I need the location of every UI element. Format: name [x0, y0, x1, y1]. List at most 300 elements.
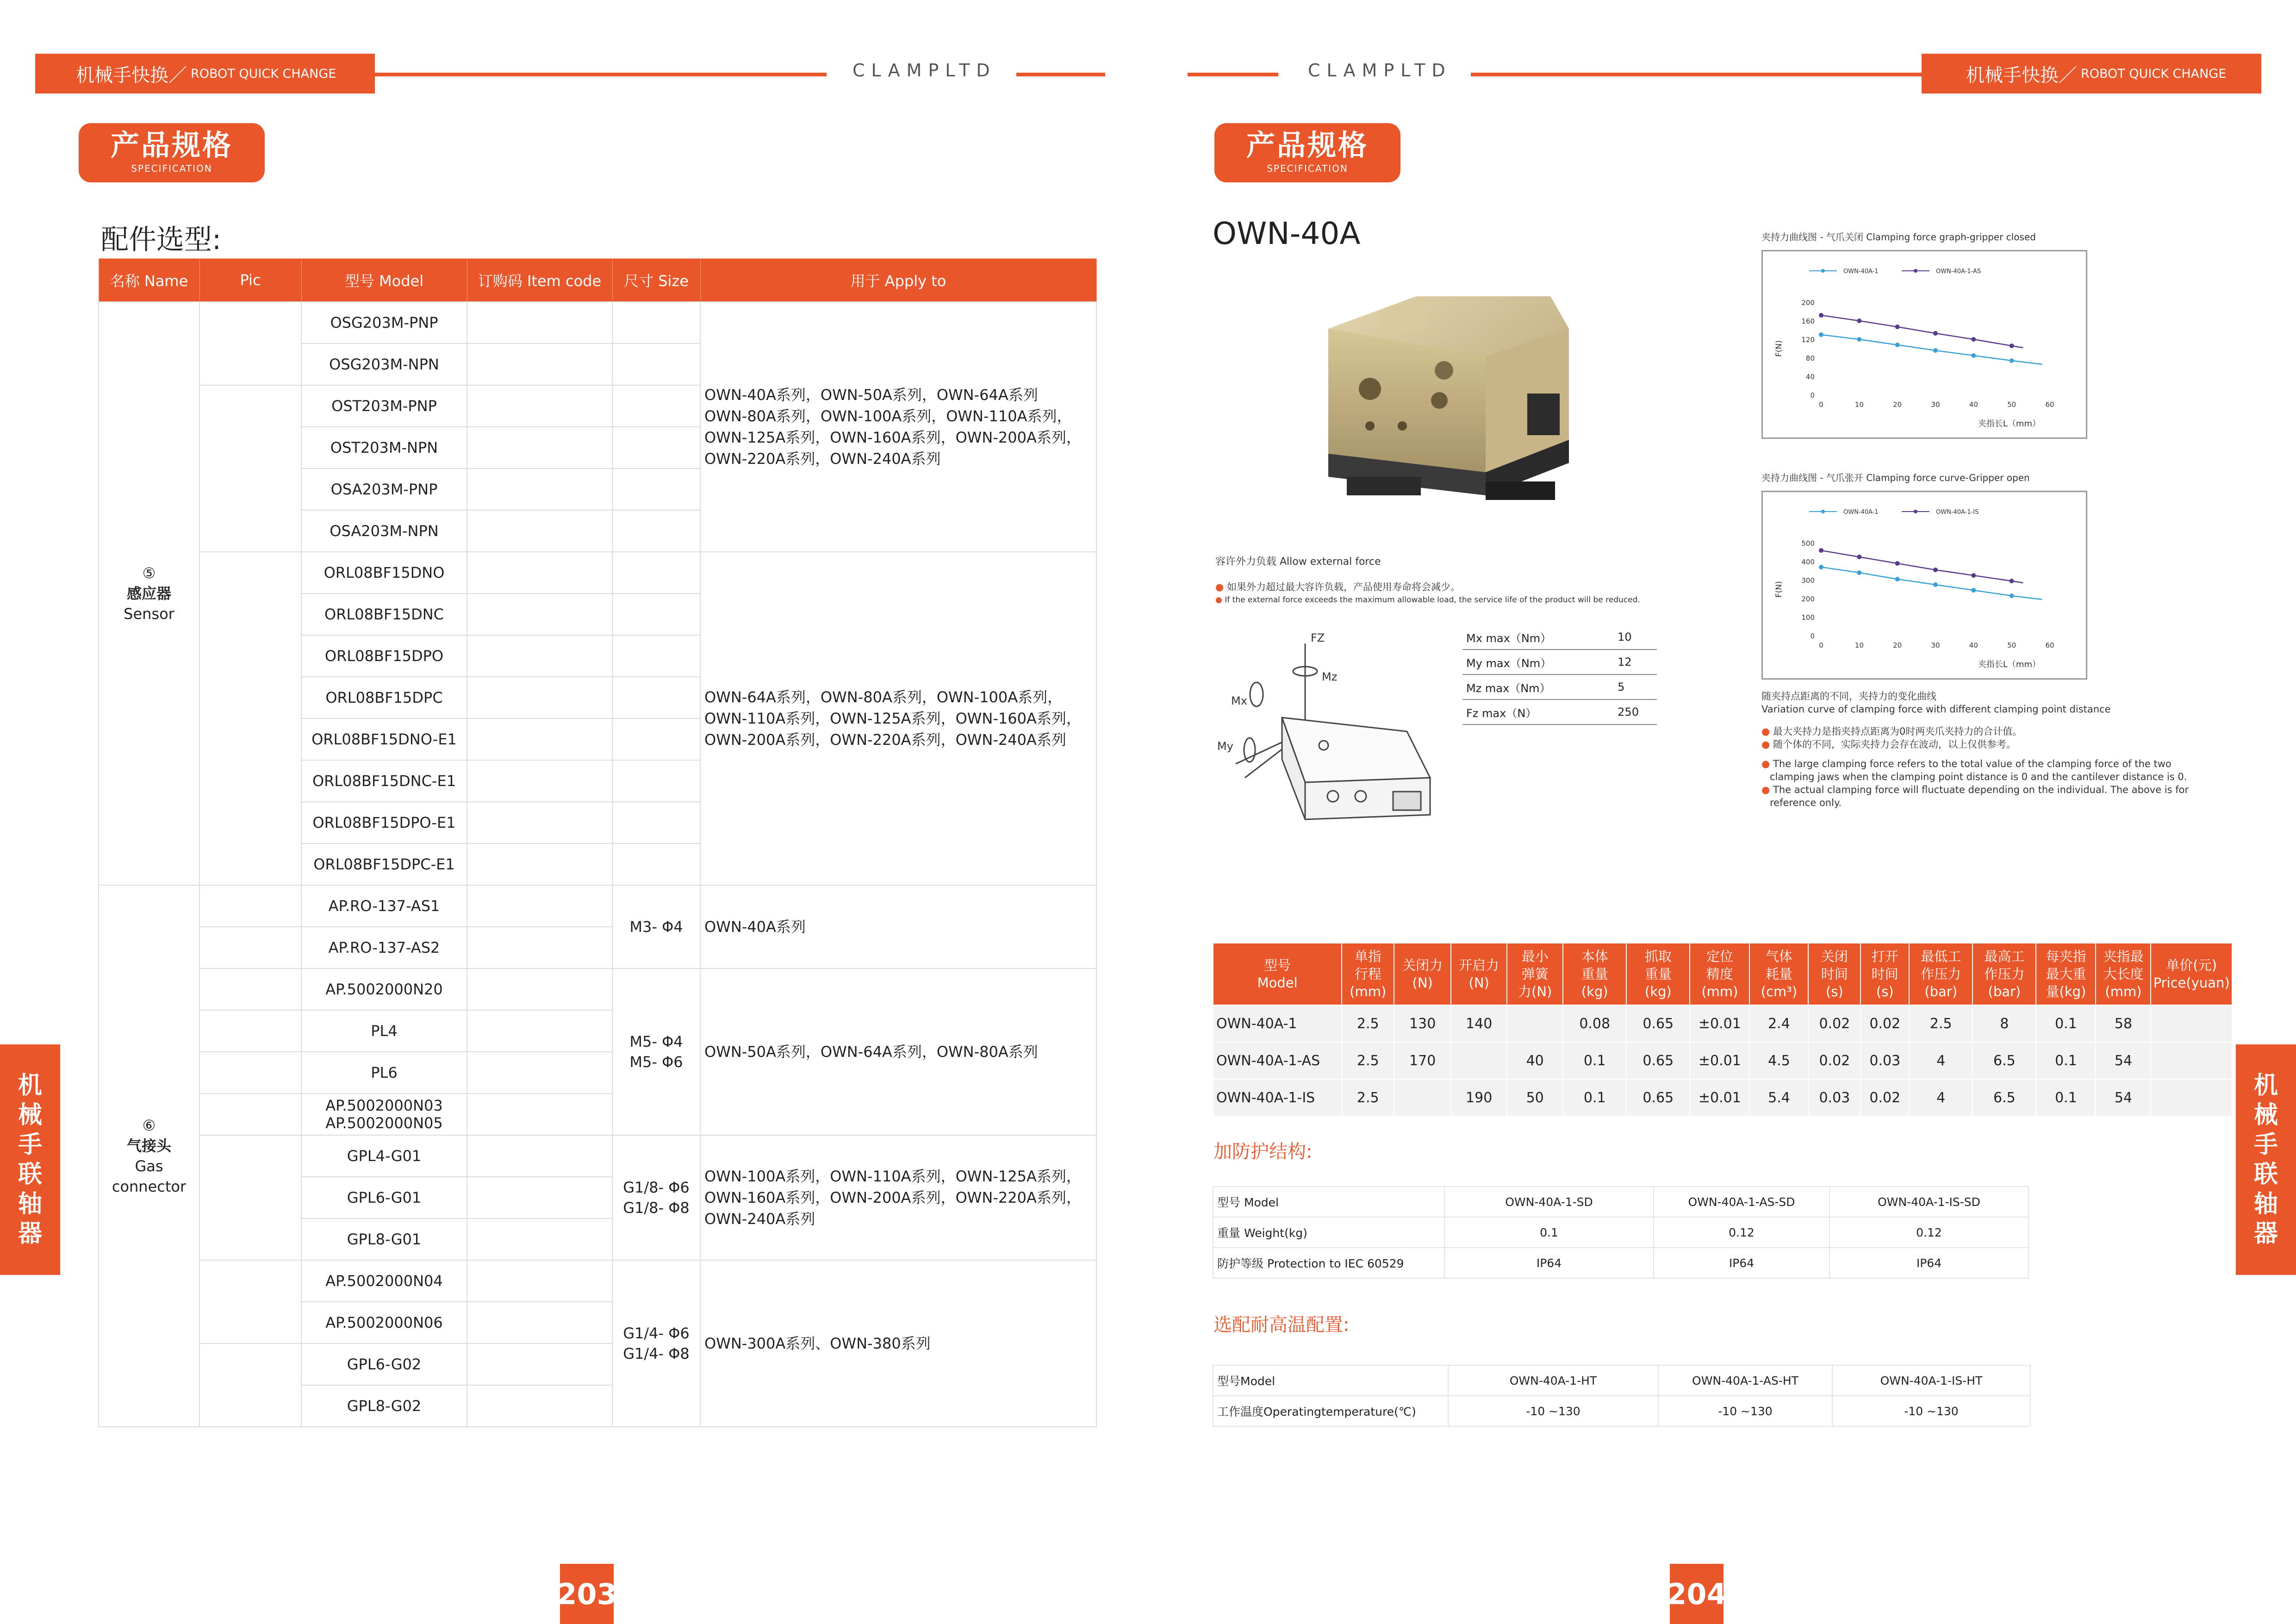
side-char: 联	[18, 1161, 42, 1188]
spec-value-cell: 5.4	[1749, 1079, 1808, 1116]
spec-value-cell: 0.1	[1563, 1079, 1626, 1116]
force-value: 12	[1614, 650, 1657, 675]
category-en: connector	[112, 1178, 187, 1195]
spec-model-cell: OWN-40A-1-AS	[1213, 1042, 1342, 1079]
spec-col-header	[1749, 943, 1808, 1005]
item-code-cell	[467, 1010, 612, 1052]
data-point	[1971, 337, 1976, 342]
model-cell: PL4	[301, 1010, 467, 1052]
category-cn: 感应器	[126, 585, 171, 602]
header-line: 本体	[1581, 949, 1608, 964]
spec-col-header	[1451, 943, 1507, 1005]
row-value: -10 ~130	[1832, 1396, 2030, 1426]
model-cell: ORL08BF15DPO-E1	[301, 802, 467, 843]
spec-col-header	[2151, 943, 2232, 1005]
axis-label-fz: FZ	[1311, 631, 1325, 644]
spec-value-cell	[2151, 1079, 2232, 1116]
size-cell	[612, 968, 700, 1135]
apply-line: OWN-300A系列、OWN-380系列	[704, 1335, 931, 1352]
size-cell	[612, 344, 700, 385]
graph2-frame	[1761, 491, 2087, 680]
spec-badge-cn: 产品规格	[110, 128, 233, 162]
row-value: -10 ~130	[1658, 1396, 1832, 1426]
model-cell: GPL4-G01	[301, 1135, 467, 1177]
table-row	[99, 302, 1096, 344]
spec-value-cell: 0.65	[1626, 1079, 1690, 1116]
graph1-title: 夹持力曲线图 - 气爪关闭 Clamping force graph-gripper closed	[1761, 231, 2036, 243]
x-tick-label: 50	[2007, 400, 2016, 409]
model-cell: OST203M-NPN	[301, 427, 467, 468]
high-temp-title: 选配耐高温配置:	[1213, 1314, 1350, 1336]
data-point	[1971, 353, 1976, 358]
header-line: 作压力	[1921, 966, 1961, 982]
data-point	[1933, 348, 1938, 353]
page-number: 204	[1670, 1564, 1724, 1624]
apply-line: OWN-160A系列，OWN-200A系列，OWN-220A系列，	[704, 1189, 1081, 1206]
spec-row	[1213, 1079, 2232, 1116]
size-cell	[612, 427, 700, 468]
model-cell: ORL08BF15DPC	[301, 677, 467, 718]
header-line: 量(kg)	[2046, 984, 2086, 999]
spec-col-header	[1972, 943, 2036, 1005]
data-point	[1933, 331, 1938, 336]
header-line: 力(N)	[1518, 984, 1552, 999]
side-tab-right	[2236, 1044, 2296, 1275]
data-point	[1933, 568, 1938, 572]
item-code-cell	[467, 718, 612, 760]
bullet-icon: ●	[1761, 726, 1770, 737]
spec-badge-en: SPECIFICATION	[131, 163, 212, 174]
data-point	[1895, 577, 1900, 581]
row-value: OWN-40A-1-AS-SD	[1654, 1187, 1829, 1217]
item-code-cell	[467, 843, 612, 885]
spec-value-cell: 6.5	[1972, 1042, 2036, 1079]
pic-cell	[199, 1052, 301, 1093]
legend-label: OWN-40A-1	[1843, 268, 1879, 275]
y-tick-label: 200	[1801, 595, 1815, 603]
data-point	[1895, 343, 1900, 347]
graph2-chart	[1763, 492, 2086, 678]
spec-value-cell: 2.5	[1342, 1079, 1394, 1116]
size-line: G1/4- Φ6	[623, 1324, 690, 1342]
size-cell	[612, 843, 700, 885]
col-header: 订购码 Item code	[467, 259, 612, 302]
model-cell: OST203M-PNP	[301, 385, 467, 427]
apply-line: OWN-64A系列，OWN-80A系列，OWN-100A系列，	[704, 688, 1063, 706]
note-line: 随夹持点距离的不同，夹持力的变化曲线	[1761, 691, 1936, 702]
header-line: (s)	[1876, 984, 1894, 999]
side-char: 械	[2253, 1101, 2278, 1129]
side-char: 轴	[2253, 1190, 2278, 1218]
pic-cell	[199, 1135, 301, 1260]
note-text: 最大夹持力是指夹持点距离为0时两夹爪夹持力的合计值。	[1773, 726, 2022, 737]
spec-value-cell: 2.5	[1909, 1005, 1972, 1042]
item-code-cell	[467, 427, 612, 468]
row-value: IP64	[1829, 1248, 2028, 1278]
table-header-row	[99, 259, 1096, 302]
item-code-cell	[467, 635, 612, 677]
side-char: 轴	[18, 1190, 42, 1218]
model-cell: GPL6-G01	[301, 1177, 467, 1218]
pic-cell	[199, 1343, 301, 1427]
x-tick-label: 50	[2007, 641, 2016, 650]
spec-col-header	[1690, 943, 1749, 1005]
x-tick-label: 20	[1893, 400, 1902, 409]
size-cell	[612, 802, 700, 843]
x-tick-label: 30	[1931, 641, 1940, 650]
side-char: 手	[2253, 1131, 2278, 1159]
note-line: Variation curve of clamping force with different clamping point distance	[1761, 704, 2111, 715]
header-line: 精度	[1706, 966, 1733, 982]
table-row	[1462, 625, 1657, 650]
header-line: 关闭	[1821, 949, 1848, 964]
category-en: Sensor	[124, 605, 174, 623]
size-line: G1/8- Φ6	[623, 1179, 690, 1196]
brand-name: CLAMPLTD	[852, 60, 996, 81]
bullet-icon: ●	[1215, 581, 1224, 593]
legend-marker	[1914, 269, 1917, 273]
y-axis-label: F(N)	[1774, 340, 1784, 357]
spec-col-header	[1860, 943, 1909, 1005]
spec-value-cell	[2151, 1042, 2232, 1079]
item-code-cell	[467, 885, 612, 927]
spec-col-header	[1909, 943, 1972, 1005]
category-sensor	[99, 302, 199, 885]
header-tab-en: ROBOT QUICK CHANGE	[2081, 66, 2227, 81]
pic-cell	[199, 1093, 301, 1135]
protection-title: 加防护结构:	[1213, 1141, 1313, 1162]
page-number: 203	[560, 1564, 614, 1624]
header-line: 时间	[1821, 966, 1848, 982]
size-line: G1/4- Φ8	[623, 1345, 690, 1362]
data-point	[1971, 573, 1976, 578]
spec-value-cell	[2151, 1005, 2232, 1042]
size-cell	[612, 552, 700, 593]
table-row	[1213, 1396, 2030, 1426]
spec-value-cell: 58	[2096, 1005, 2151, 1042]
x-tick-label: 10	[1854, 641, 1864, 650]
series-line-1	[1821, 550, 2023, 583]
table-row	[1462, 700, 1657, 725]
header-line: 打开	[1871, 949, 1898, 964]
header-line	[1188, 73, 1278, 76]
header-line	[1016, 73, 1105, 76]
spec-value-cell: 130	[1394, 1005, 1451, 1042]
bullet-icon: ●	[1215, 595, 1222, 605]
header-line: 单价(元)	[2166, 957, 2217, 973]
header-line: (cm³)	[1761, 984, 1798, 999]
data-point	[1819, 313, 1823, 318]
category-gas	[99, 885, 199, 1427]
table-row	[1213, 1248, 2028, 1278]
note-text: If the external force exceeds the maximum allowable load, the service life of the product will be reduced.	[1225, 595, 1640, 605]
data-point	[1895, 325, 1900, 329]
side-char: 械	[18, 1101, 42, 1129]
table-row	[1462, 675, 1657, 700]
force-label: Mz max（Nm）	[1462, 675, 1614, 700]
row-value: OWN-40A-1-AS-HT	[1658, 1365, 1832, 1396]
force-value: 10	[1614, 625, 1657, 650]
header-line: 大长度	[2103, 966, 2144, 982]
model-cell: AP.RO-137-AS2	[301, 927, 467, 968]
spec-value-cell: 50	[1507, 1079, 1563, 1116]
apply-cell	[700, 1260, 1096, 1427]
x-tick-label: 60	[2045, 400, 2054, 409]
legend-marker	[1821, 510, 1825, 513]
model-cell: GPL6-G02	[301, 1343, 467, 1385]
model-cell: GPL8-G02	[301, 1385, 467, 1427]
size-cell	[612, 885, 700, 968]
table-row	[1213, 1365, 2030, 1396]
graph1-frame	[1761, 250, 2087, 439]
spec-value-cell: 0.02	[1860, 1005, 1909, 1042]
item-code-cell	[467, 1385, 612, 1427]
axis-label-mz: Mz	[1322, 670, 1338, 683]
pic-cell	[199, 385, 301, 552]
product-image	[1291, 278, 1597, 518]
table-row	[99, 1260, 1096, 1302]
external-force-cn-note	[1215, 581, 1460, 593]
legend-marker	[1914, 510, 1917, 513]
spec-value-cell: 0.03	[1808, 1079, 1860, 1116]
spec-col-header	[1342, 943, 1394, 1005]
spec-value-cell: 4	[1909, 1042, 1972, 1079]
item-code-cell	[467, 344, 612, 385]
spec-row	[1213, 1042, 2232, 1079]
spec-header-row	[1213, 943, 2232, 1005]
side-char: 机	[18, 1072, 42, 1099]
size-cell	[612, 1135, 700, 1260]
row-label: 型号Model	[1213, 1365, 1448, 1396]
model-cell: AP.5002000N20	[301, 968, 467, 1010]
spec-value-cell: 0.03	[1860, 1042, 1909, 1079]
axis-label-my: My	[1217, 740, 1233, 753]
row-value: 0.12	[1654, 1217, 1829, 1248]
apply-cell	[700, 302, 1096, 552]
external-force-en-note	[1215, 593, 1640, 606]
header-line: Price(yuan)	[2153, 975, 2230, 991]
item-code-cell	[467, 1052, 612, 1093]
y-tick-label: 40	[1805, 373, 1815, 381]
item-code-cell	[467, 927, 612, 968]
force-label: Fz max（N）	[1462, 700, 1614, 725]
item-code-cell	[467, 385, 612, 427]
table-row	[99, 885, 1096, 927]
graph-notes	[1761, 690, 2206, 809]
header-line: (mm)	[1350, 984, 1387, 999]
note-line	[1761, 725, 2206, 738]
size-cell	[612, 385, 700, 427]
table-row	[1213, 1187, 2028, 1217]
apply-line: OWN-80A系列，OWN-100A系列，OWN-110A系列，	[704, 407, 1072, 425]
spec-row	[1213, 1005, 2232, 1042]
note-text: The large clamping force refers to the total value of the clamping force of the two	[1773, 758, 2172, 769]
force-value: 250	[1614, 700, 1657, 725]
data-point	[1933, 582, 1938, 587]
header-line: (bar)	[1924, 984, 1958, 999]
col-header: Pic	[199, 259, 301, 302]
size-cell	[612, 760, 700, 802]
header-line: 时间	[1871, 966, 1898, 982]
pic-cell	[199, 1010, 301, 1052]
model-cell: ORL08BF15DPC-E1	[301, 843, 467, 885]
row-value: 0.1	[1444, 1217, 1654, 1248]
item-code-cell	[467, 593, 612, 635]
size-cell	[612, 593, 700, 635]
col-header: 名称 Name	[99, 259, 199, 302]
spec-value-cell	[1394, 1079, 1451, 1116]
model-cell: AP.RO-137-AS1	[301, 885, 467, 927]
header-line: 最低工	[1921, 949, 1961, 964]
side-char: 手	[18, 1131, 42, 1159]
data-point	[2010, 358, 2014, 363]
spec-value-cell: 0.02	[1808, 1042, 1860, 1079]
header-line: 行程	[1354, 966, 1381, 982]
model-cell: GPL8-G01	[301, 1218, 467, 1260]
y-tick-label: 80	[1805, 354, 1815, 362]
protection-table	[1213, 1186, 2029, 1279]
item-code-cell	[467, 1177, 612, 1218]
spec-value-cell: 140	[1451, 1005, 1507, 1042]
accessory-table	[98, 258, 1097, 1427]
item-code-cell	[467, 1343, 612, 1385]
table-row	[1213, 1217, 2028, 1248]
row-label: 工作温度Operatingtemperature(℃)	[1213, 1396, 1448, 1426]
model-cell: OSG203M-PNP	[301, 302, 467, 344]
x-tick-label: 40	[1969, 400, 1978, 409]
apply-line: OWN-240A系列	[704, 1210, 815, 1228]
spec-badge-cn: 产品规格	[1246, 128, 1369, 162]
model-cell: ORL08BF15DPO	[301, 635, 467, 677]
data-point	[2010, 344, 2014, 348]
header-line: 重量	[1581, 966, 1608, 982]
spec-col-header	[2096, 943, 2151, 1005]
pic-cell	[199, 968, 301, 1010]
force-value: 5	[1614, 675, 1657, 700]
note-line: reference only.	[1770, 797, 1842, 808]
pic-cell	[199, 927, 301, 968]
bullet-icon: ●	[1761, 739, 1770, 750]
row-label: 防护等级 Protection to IEC 60529	[1213, 1248, 1444, 1278]
size-cell	[612, 1260, 700, 1427]
item-code-cell	[467, 802, 612, 843]
apply-cell	[700, 1135, 1096, 1260]
graph1-chart	[1763, 251, 2086, 437]
item-code-cell	[467, 552, 612, 593]
data-point	[1819, 548, 1823, 553]
size-line: G1/8- Φ8	[623, 1199, 690, 1217]
col-header: 型号 Model	[301, 259, 467, 302]
spec-value-cell: 54	[2096, 1079, 2151, 1116]
item-code-cell	[467, 1093, 612, 1135]
y-tick-label: 160	[1801, 317, 1815, 325]
spec-value-cell: 0.1	[2036, 1005, 2096, 1042]
data-point	[1857, 319, 1861, 323]
data-point	[2010, 579, 2014, 583]
header-line: 弹簧	[1521, 966, 1549, 982]
spec-value-cell: 0.65	[1626, 1042, 1690, 1079]
item-code-cell	[467, 468, 612, 510]
x-tick-label: 20	[1893, 641, 1902, 650]
spec-value-cell: 2.5	[1342, 1042, 1394, 1079]
apply-line: OWN-220A系列，OWN-240A系列	[704, 450, 941, 468]
spec-value-cell: ±0.01	[1690, 1042, 1749, 1079]
data-point	[1895, 561, 1900, 566]
spec-value-cell: 6.5	[1972, 1079, 2036, 1116]
size-cell	[612, 510, 700, 552]
row-value: OWN-40A-1-SD	[1444, 1187, 1654, 1217]
row-value: OWN-40A-1-IS-SD	[1829, 1187, 2028, 1217]
spec-model-cell: OWN-40A-1-IS	[1213, 1079, 1342, 1116]
spec-value-cell: 54	[2096, 1042, 2151, 1079]
series-line-0	[1821, 335, 2042, 364]
y-tick-label: 200	[1801, 299, 1815, 307]
size-cell	[612, 677, 700, 718]
row-value: -10 ~130	[1448, 1396, 1658, 1426]
apply-cell	[700, 885, 1096, 968]
note-text: 随个体的不同，实际夹持力会存在波动，以上仅供参考。	[1773, 739, 2016, 750]
row-value: 0.12	[1829, 1217, 2028, 1248]
header-line: Model	[1257, 975, 1298, 991]
apply-cell	[700, 552, 1096, 885]
spec-value-cell: 0.08	[1563, 1005, 1626, 1042]
spec-model-cell: OWN-40A-1	[1213, 1005, 1342, 1042]
legend-label: OWN-40A-1	[1843, 509, 1879, 516]
spec-col-header	[1507, 943, 1563, 1005]
side-char: 联	[2253, 1161, 2278, 1188]
series-line-0	[1821, 567, 2042, 600]
model-cell	[301, 1093, 467, 1135]
x-tick-label: 40	[1969, 641, 1978, 650]
spec-value-cell: 0.1	[2036, 1079, 2096, 1116]
size-line: M3- Φ4	[629, 918, 683, 936]
legend-label: OWN-40A-1-AS	[1936, 268, 1981, 275]
spec-badge	[1214, 123, 1400, 182]
y-tick-label: 100	[1801, 613, 1815, 622]
header-line: 重量	[1644, 966, 1672, 982]
model-line: AP.5002000N05	[325, 1114, 443, 1132]
col-header: 尺寸 Size	[612, 259, 700, 302]
model-cell: PL6	[301, 1052, 467, 1093]
apply-line: OWN-40A系列，OWN-50A系列，OWN-64A系列	[704, 386, 1038, 404]
side-char: 器	[18, 1220, 42, 1248]
spec-value-cell: 170	[1394, 1042, 1451, 1079]
apply-line: OWN-125A系列，OWN-160A系列，OWN-200A系列，	[704, 429, 1081, 446]
header-line: 开启力	[1459, 957, 1500, 973]
legend-marker	[1821, 269, 1825, 273]
header-line: 抓取	[1644, 949, 1672, 964]
header-line: 最小	[1521, 949, 1549, 964]
bullet-icon: ●	[1761, 758, 1770, 769]
model-line: AP.5002000N03	[325, 1097, 443, 1114]
axis-label-mx: Mx	[1231, 694, 1247, 707]
header-line: (s)	[1826, 984, 1843, 999]
header-line: 每夹指	[2046, 949, 2086, 964]
spec-col-header	[2036, 943, 2096, 1005]
header-line: 气体	[1765, 949, 1792, 964]
pic-cell	[199, 1260, 301, 1343]
header-line: (N)	[1412, 975, 1433, 991]
x-tick-label: 0	[1819, 400, 1823, 409]
data-point	[1819, 565, 1823, 569]
apply-cell	[700, 968, 1096, 1135]
header-line: (mm)	[2105, 984, 2142, 999]
note-line	[1761, 738, 2206, 751]
accessory-title: 配件选型:	[101, 224, 222, 256]
data-point	[1857, 570, 1861, 575]
header-line: 耗量	[1765, 966, 1792, 982]
row-value: OWN-40A-1-IS-HT	[1832, 1365, 2030, 1396]
